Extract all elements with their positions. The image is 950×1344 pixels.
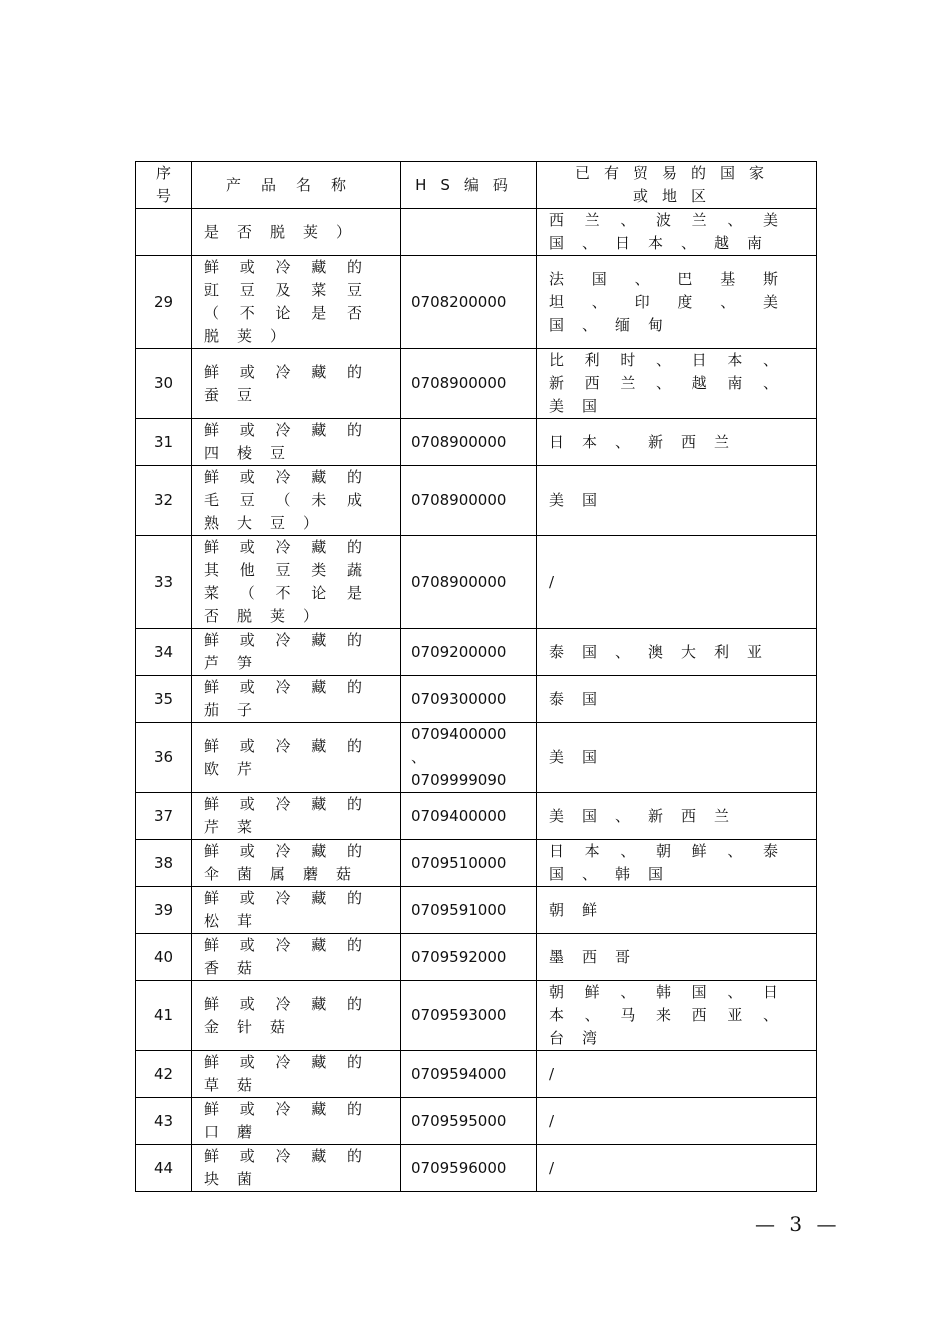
hs-code	[401, 349, 537, 419]
trade-countries	[537, 676, 817, 723]
hs-code-line: 0709999090	[411, 771, 507, 789]
table-row	[136, 1098, 817, 1145]
trade-countries-line: 比利时、日本、	[549, 351, 796, 369]
product-name-line: 是否脱荚）	[204, 222, 370, 241]
hs-code-line: 0709300000	[411, 689, 507, 708]
product-name-line: 茄子	[204, 701, 271, 719]
product-name	[192, 419, 401, 466]
hs-code-line: 0709593000	[411, 1006, 507, 1024]
product-name-line: 伞菌属蘑菇	[204, 865, 370, 883]
table-row	[136, 981, 817, 1051]
trade-countries	[537, 723, 817, 793]
trade-countries	[537, 536, 817, 629]
table-row	[136, 466, 817, 536]
product-name-line: 鲜或冷藏的	[204, 889, 380, 907]
trade-countries-line: /	[549, 1158, 573, 1177]
product-name-line: 鲜或冷藏的	[204, 421, 380, 439]
hs-code	[401, 1098, 537, 1145]
trade-countries-line: 日本、朝鲜、泰	[549, 842, 796, 860]
hs-code	[401, 1145, 537, 1192]
product-name-line: 鲜或冷藏的	[204, 936, 380, 954]
hs-code	[401, 934, 537, 981]
product-name	[192, 887, 401, 934]
hs-code	[401, 209, 537, 256]
trade-countries	[537, 981, 817, 1051]
trade-countries-line: 新西兰、越南、	[549, 374, 796, 392]
product-name	[192, 1051, 401, 1098]
hs-code	[401, 793, 537, 840]
table-row	[136, 723, 817, 793]
product-name-line: 鲜或冷藏的	[204, 842, 380, 860]
trade-countries	[537, 934, 817, 981]
trade-countries	[537, 209, 817, 256]
hs-code-line: 0708900000	[411, 374, 507, 392]
trade-countries	[537, 349, 817, 419]
row-number: 40	[136, 934, 192, 981]
product-name	[192, 840, 401, 887]
product-name-line: 四棱豆	[204, 444, 304, 462]
row-number: 38	[136, 840, 192, 887]
product-name	[192, 256, 401, 349]
table-row	[136, 676, 817, 723]
product-table	[135, 161, 817, 1192]
trade-countries-line: 美国	[549, 397, 616, 415]
trade-countries	[537, 887, 817, 934]
product-name	[192, 981, 401, 1051]
row-number: 36	[136, 723, 192, 793]
trade-countries-line: /	[549, 1111, 573, 1130]
product-name-line: 鲜或冷藏的	[204, 994, 380, 1013]
product-name	[192, 1098, 401, 1145]
product-name-line: 草菇	[204, 1076, 271, 1094]
row-number: 42	[136, 1051, 192, 1098]
product-name-line: 鲜或冷藏的	[204, 468, 380, 486]
product-name	[192, 209, 401, 256]
product-name	[192, 349, 401, 419]
table-row	[136, 419, 817, 466]
trade-countries-line: 国、缅甸	[549, 315, 682, 334]
hs-code-line: 0708900000	[411, 572, 507, 591]
hs-code-line: 0708200000	[411, 292, 507, 311]
product-name-line: 金针菇	[204, 1017, 304, 1036]
table-row	[136, 536, 817, 629]
product-name-line: 菜（不论是	[204, 584, 380, 602]
product-name-line: 香菇	[204, 959, 271, 977]
trade-countries-line: 坦、印度、美	[549, 292, 796, 311]
product-name	[192, 629, 401, 676]
product-name-line: 鲜或冷藏的	[204, 538, 380, 556]
trade-countries	[537, 629, 817, 676]
row-number: 29	[136, 256, 192, 349]
hs-code-line: 0708900000	[411, 491, 507, 509]
trade-countries	[537, 1098, 817, 1145]
product-name	[192, 536, 401, 629]
product-name-line: 块菌	[204, 1170, 271, 1188]
hs-code	[401, 1051, 537, 1098]
hs-code-line: 0709200000	[411, 642, 507, 661]
product-name-line: 鲜或冷藏的	[204, 1147, 380, 1165]
header-name: 产品名称	[192, 162, 401, 209]
hs-code	[401, 419, 537, 466]
trade-countries	[537, 793, 817, 840]
row-number: 34	[136, 629, 192, 676]
row-number	[136, 209, 192, 256]
row-number: 37	[136, 793, 192, 840]
trade-countries-line: 本、马来西亚、	[549, 1006, 796, 1024]
hs-code	[401, 887, 537, 934]
row-number: 30	[136, 349, 192, 419]
product-name-line: 芦笋	[204, 654, 271, 672]
product-name-line: 鲜或冷藏的	[204, 362, 380, 381]
trade-countries-line: 美国	[549, 491, 616, 509]
row-number: 32	[136, 466, 192, 536]
product-name-line: 否脱荚）	[204, 607, 337, 625]
hs-code-line: 、	[411, 748, 427, 766]
product-name-line: 脱荚）	[204, 327, 304, 345]
hs-code	[401, 723, 537, 793]
product-name	[192, 466, 401, 536]
product-name-line: 毛豆（未成	[204, 491, 380, 509]
hs-code	[401, 536, 537, 629]
header-countries: 已有贸易的国家 或地区	[537, 162, 817, 209]
trade-countries-line: 法国、巴基斯	[549, 269, 796, 288]
hs-code-line: 0709591000	[411, 900, 507, 919]
hs-code-line: 0709596000	[411, 1158, 507, 1177]
table-row	[136, 793, 817, 840]
row-number: 35	[136, 676, 192, 723]
header-no: 序号	[136, 162, 192, 209]
row-number: 31	[136, 419, 192, 466]
hs-code	[401, 466, 537, 536]
product-name-line: 鲜或冷藏的	[204, 678, 380, 696]
row-number: 39	[136, 887, 192, 934]
header-hs: HS编码	[401, 162, 537, 209]
hs-code	[401, 256, 537, 349]
table-row	[136, 349, 817, 419]
product-name-line: 鲜或冷藏的	[204, 795, 380, 813]
product-name	[192, 793, 401, 840]
product-name-line: 熟大豆）	[204, 514, 337, 532]
product-name-line: 芹菜	[204, 818, 271, 836]
trade-countries-line: 泰国	[549, 689, 616, 708]
trade-countries-line: 美国、新西兰	[549, 806, 748, 825]
hs-code	[401, 676, 537, 723]
table-row	[136, 934, 817, 981]
trade-countries-line: 国、韩国	[549, 865, 682, 883]
trade-countries-line: 日本、新西兰	[549, 432, 748, 451]
product-name	[192, 1145, 401, 1192]
page-number: — 3 —	[755, 1212, 841, 1236]
product-name-line: 鲜或冷藏的	[204, 1100, 380, 1118]
product-name-line: 鲜或冷藏的	[204, 736, 380, 755]
table-row	[136, 256, 817, 349]
table-row	[136, 1145, 817, 1192]
trade-countries	[537, 840, 817, 887]
row-number: 33	[136, 536, 192, 629]
table-row	[136, 209, 817, 256]
product-name	[192, 676, 401, 723]
hs-code	[401, 981, 537, 1051]
trade-countries-line: 西兰、波兰、美	[549, 211, 796, 229]
trade-countries-line: 朝鲜	[549, 900, 616, 919]
row-number: 44	[136, 1145, 192, 1192]
trade-countries-line: /	[549, 572, 573, 591]
product-name-line: 鲜或冷藏的	[204, 631, 380, 649]
product-name-line: 蚕豆	[204, 385, 271, 404]
trade-countries	[537, 466, 817, 536]
hs-code	[401, 840, 537, 887]
product-name-line: （不论是否	[204, 304, 380, 322]
hs-code-line: 0709510000	[411, 853, 507, 872]
hs-code-line: 0709400000	[411, 725, 507, 743]
trade-countries	[537, 1145, 817, 1192]
product-name-line: 松茸	[204, 912, 271, 930]
trade-countries-line: 泰国、澳大利亚	[549, 642, 781, 661]
hs-code-line: 0709595000	[411, 1111, 507, 1130]
row-number: 43	[136, 1098, 192, 1145]
hs-code	[401, 629, 537, 676]
product-name-line: 豇豆及菜豆	[204, 281, 380, 299]
trade-countries	[537, 419, 817, 466]
table-row	[136, 1051, 817, 1098]
product-name-line: 鲜或冷藏的	[204, 1053, 380, 1071]
trade-countries	[537, 1051, 817, 1098]
hs-code-line: 0709400000	[411, 806, 507, 825]
product-name	[192, 723, 401, 793]
trade-countries-line: /	[549, 1064, 573, 1083]
product-name-line: 欧芹	[204, 759, 271, 778]
hs-code-line: 0709592000	[411, 947, 507, 966]
product-name	[192, 934, 401, 981]
trade-countries-line: 朝鲜、韩国、日	[549, 983, 796, 1001]
trade-countries-line: 美国	[549, 748, 616, 766]
product-name-line: 鲜或冷藏的	[204, 258, 380, 276]
trade-countries-line: 国、日本、越南	[549, 234, 781, 252]
table-header-row	[136, 162, 817, 209]
table-row	[136, 840, 817, 887]
table-row	[136, 629, 817, 676]
row-number: 41	[136, 981, 192, 1051]
product-name-line: 口蘑	[204, 1123, 271, 1141]
trade-countries-line: 墨西哥	[549, 947, 649, 966]
product-name-line: 其他豆类蔬	[204, 561, 380, 579]
hs-code-line: 0708900000	[411, 432, 507, 451]
trade-countries-line: 台湾	[549, 1029, 616, 1047]
table-row	[136, 887, 817, 934]
hs-code-line: 0709594000	[411, 1064, 507, 1083]
trade-countries	[537, 256, 817, 349]
